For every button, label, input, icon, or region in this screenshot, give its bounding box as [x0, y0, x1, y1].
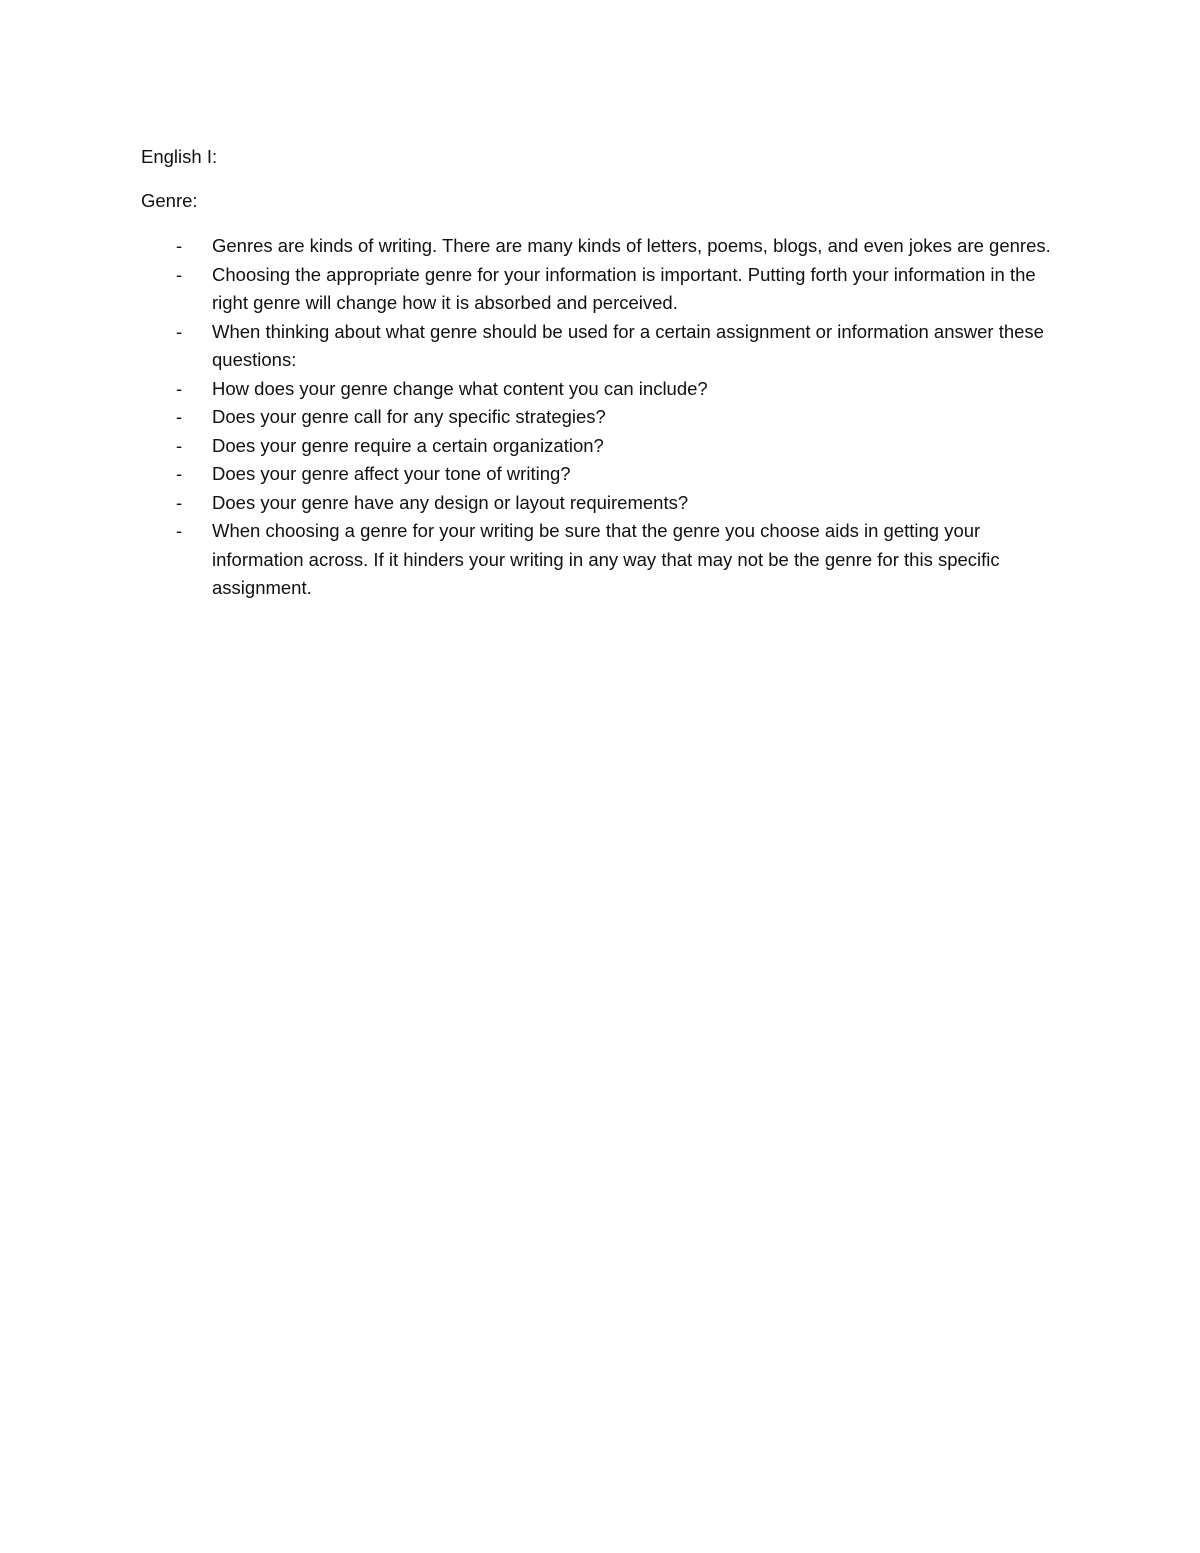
list-item — [141, 432, 1071, 461]
bullet-dash: - — [176, 491, 183, 513]
list-item — [141, 460, 1071, 489]
bullet-dash: - — [176, 406, 183, 427]
list-item-text: Genres are kinds of writing. There are many kinds of letters, poems, blogs, and even jokes are genres. — [212, 235, 1051, 256]
document-body — [141, 143, 1071, 603]
bullet-dash: - — [176, 377, 183, 399]
bullet-dash: - — [176, 320, 183, 342]
bullet-dash: - — [176, 434, 183, 456]
list-item-text: When choosing a genre for your writing be sure that the genre you choose aids in getting your information across. If it hinders your writing in any way that may not be the genre for this specific assignment. — [212, 520, 1000, 598]
list-item-text: Does your genre call for any specific strategies? — [212, 406, 606, 427]
list-item — [141, 261, 1071, 318]
bullet-dash: - — [176, 235, 183, 256]
bullet-dash: - — [176, 463, 183, 484]
list-item — [141, 489, 1071, 518]
bullet-dash: - — [176, 263, 183, 285]
bullet-list — [141, 232, 1071, 603]
list-item — [141, 375, 1071, 404]
list-item-text: How does your genre change what content you can include? — [212, 377, 708, 399]
list-item — [141, 232, 1071, 261]
topic-title: Genre: — [141, 190, 198, 211]
course-title: English I: — [141, 146, 218, 167]
list-item-text: Does your genre have any design or layout requirements? — [212, 491, 689, 513]
list-item-text: Does your genre affect your tone of writing? — [212, 463, 571, 484]
list-item-text: Does your genre require a certain organization? — [212, 434, 604, 456]
list-item — [141, 403, 1071, 432]
list-item — [141, 318, 1071, 375]
bullet-dash: - — [176, 520, 183, 541]
list-item — [141, 517, 1071, 603]
list-item-text: Choosing the appropriate genre for your information is important. Putting forth your information in the right genre will change how it is absorbed and perceived. — [212, 263, 1036, 313]
list-item-text: When thinking about what genre should be used for a certain assignment or information answer these questions: — [212, 320, 1044, 370]
